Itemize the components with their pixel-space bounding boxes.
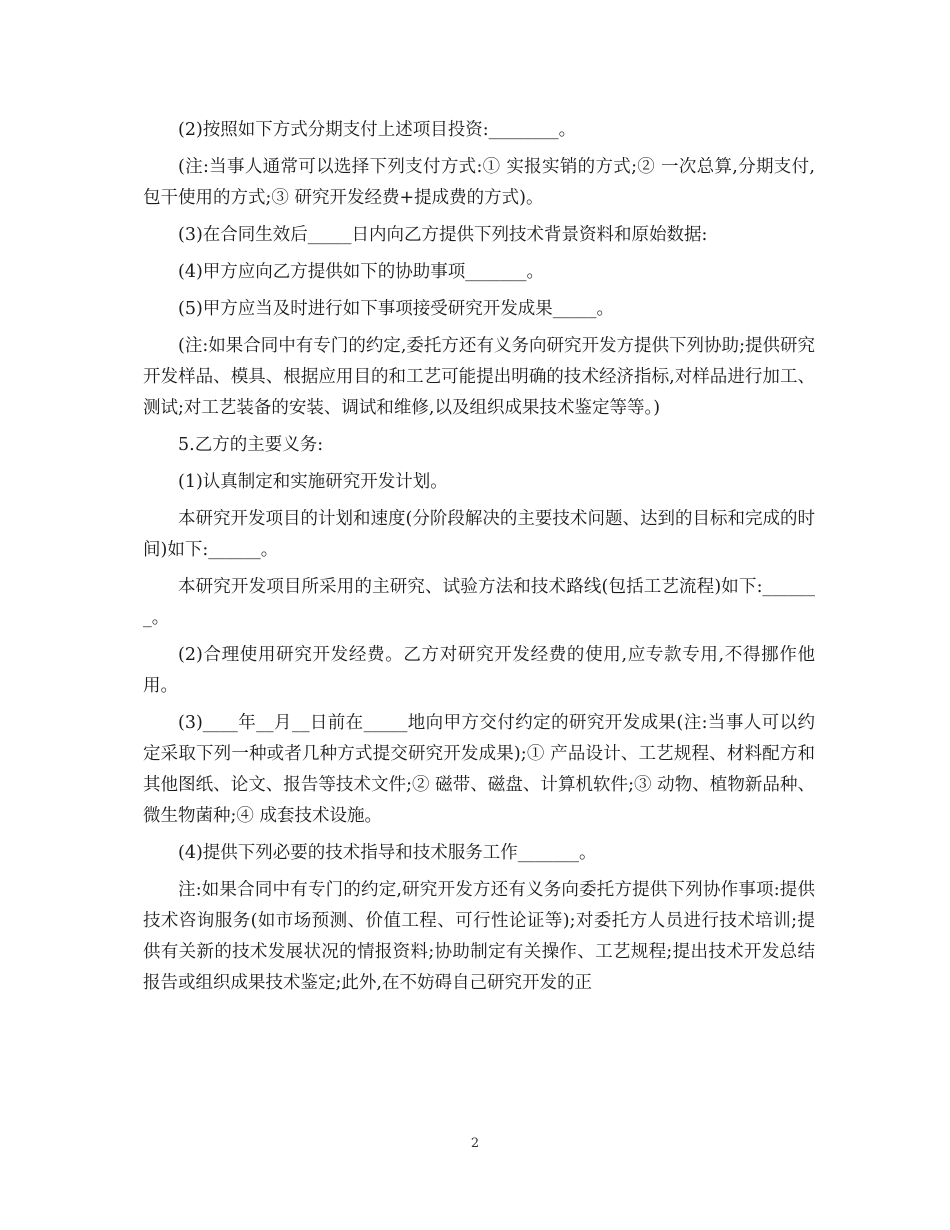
- paragraph-accept-results: (5)甲方应当及时进行如下事项接受研究开发成果_____。: [178, 299, 615, 319]
- paragraph-research-plan: (1)认真制定和实施研究开发计划。: [178, 472, 448, 492]
- paragraph-research-methods: 本研究开发项目所采用的主研究、试验方法和技术路线(包括工艺流程)如下:_______。: [143, 577, 815, 628]
- section-heading-party-b-duties: 5.乙方的主要义务:: [178, 435, 324, 455]
- page-number: 2: [470, 1136, 480, 1151]
- paragraph-payment-installments: (2)按照如下方式分期支付上述项目投资:________。: [178, 120, 577, 140]
- paragraph-assistance-items: (4)甲方应向乙方提供如下的协助事项_______。: [178, 262, 545, 282]
- paragraph-client-assistance-note: (注:如果合同中有专门的约定,委托方还有义务向研究开发方提供下列协助;提供研究开发样品、模具、根据应用目的和工艺可能提出明确的技术经济指标,对样品进行加工、测试;对工艺装备的安装、调试和维修,以及组织成果技术鉴定等等。): [143, 336, 815, 418]
- document-body: [143, 115, 815, 1005]
- paragraph-background-materials: (3)在合同生效后_____日内向乙方提供下列技术背景资料和原始数据:: [178, 225, 708, 245]
- paragraph-funding-use: (2)合理使用研究开发经费。乙方对研究开发经费的使用,应专款专用,不得挪作他用。: [143, 645, 815, 696]
- paragraph-plan-schedule: 本研究开发项目的计划和速度(分阶段解决的主要技术问题、达到的目标和完成的时间)如下:______。: [143, 509, 815, 560]
- paragraph-payment-methods-note: (注:当事人通常可以选择下列支付方式:① 实报实销的方式;② 一次总算,分期支付,包干使用的方式;③ 研究开发经费+提成费的方式)。: [143, 157, 815, 208]
- paragraph-developer-cooperation-note: 注:如果合同中有专门的约定,研究开发方还有义务向委托方提供下列协作事项:提供技术咨询服务(如市场预测、价值工程、可行性论证等);对委托方人员进行技术培训;提供有关新的技术发展状况的情报资料;协助制定有关操作、工艺规程;提出技术开发总结报告或组织成果技术鉴定;此外,在不妨碍自己研究开发的正: [143, 880, 815, 993]
- paragraph-technical-guidance: (4)提供下列必要的技术指导和技术服务工作_______。: [178, 843, 597, 863]
- paragraph-deliver-results: (3)____年__月__日前在_____地向甲方交付约定的研究开发成果(注:当事人可以约定采取下列一种或者几种方式提交研究开发成果);① 产品设计、工艺规程、材料配方和其他图纸、论文、报告等技术文件;② 磁带、磁盘、计算机软件;③ 动物、植物新品种、微生物菌种;④ 成套技术设施。: [143, 713, 815, 826]
